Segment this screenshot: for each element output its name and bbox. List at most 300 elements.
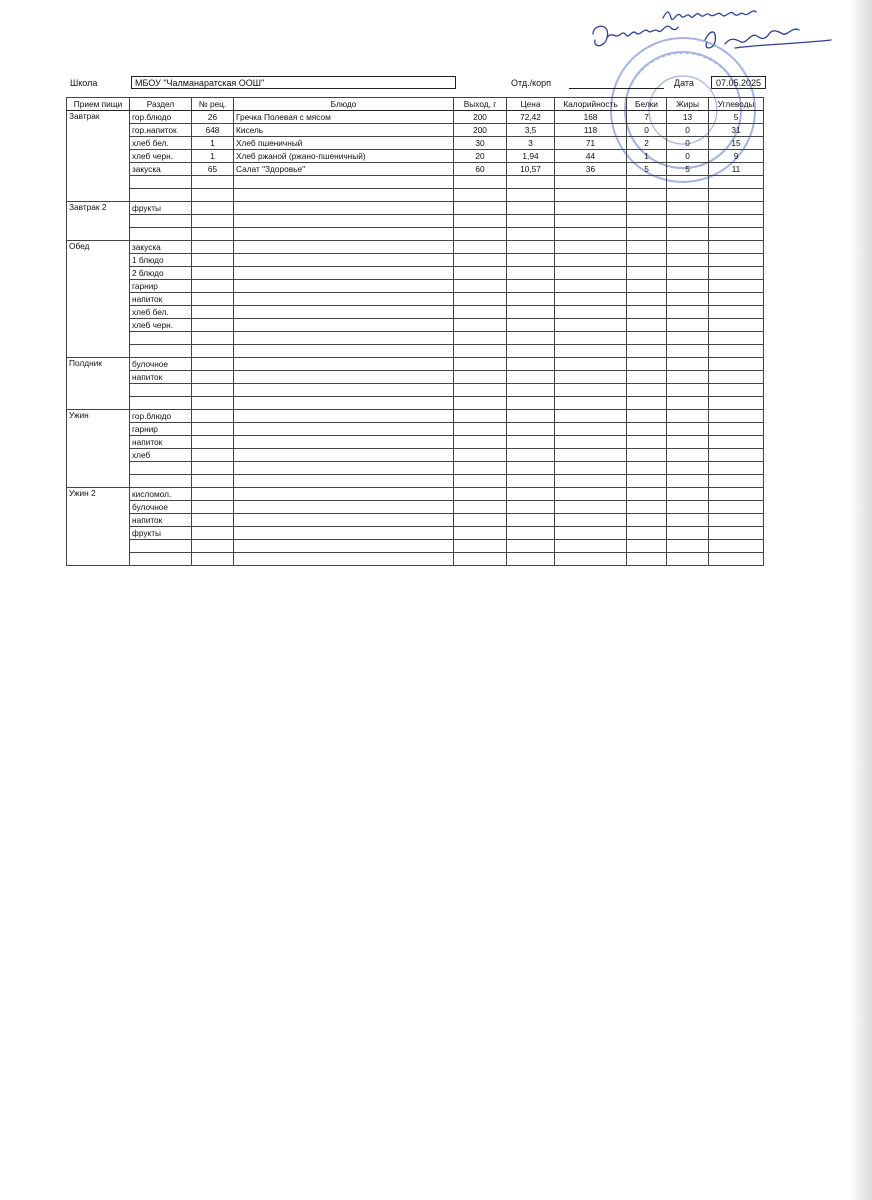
table-cell	[130, 215, 192, 228]
column-header: Раздел	[130, 98, 192, 111]
table-cell	[667, 228, 709, 241]
table-cell	[667, 449, 709, 462]
table-cell	[555, 358, 627, 371]
table-cell	[667, 475, 709, 488]
table-cell	[454, 475, 507, 488]
dept-label: Отд./корп	[511, 78, 551, 88]
table-cell	[555, 488, 627, 501]
table-row	[67, 475, 764, 488]
table-cell	[507, 293, 555, 306]
table-cell	[234, 280, 454, 293]
table-cell	[627, 358, 667, 371]
table-cell	[627, 449, 667, 462]
table-cell	[667, 410, 709, 423]
table-cell: напиток	[130, 514, 192, 527]
table-cell	[667, 293, 709, 306]
column-header: Жиры	[667, 98, 709, 111]
table-cell	[507, 254, 555, 267]
meal-name-cell: Завтрак 2	[67, 202, 130, 241]
table-cell	[234, 514, 454, 527]
table-cell: закуска	[130, 241, 192, 254]
table-cell	[555, 527, 627, 540]
table-cell: 1	[192, 150, 234, 163]
table-cell	[130, 228, 192, 241]
table-cell	[234, 397, 454, 410]
table-cell: закуска	[130, 163, 192, 176]
table-cell	[234, 345, 454, 358]
table-cell	[507, 241, 555, 254]
table-cell: 9	[709, 150, 764, 163]
table-cell	[667, 384, 709, 397]
table-cell	[234, 215, 454, 228]
table-cell	[667, 319, 709, 332]
table-cell	[667, 332, 709, 345]
table-row	[67, 176, 764, 189]
table-cell	[507, 475, 555, 488]
table-cell	[192, 384, 234, 397]
table-cell: фрукты	[130, 202, 192, 215]
table-cell	[507, 540, 555, 553]
table-cell: 65	[192, 163, 234, 176]
table-cell	[555, 345, 627, 358]
table-cell	[192, 436, 234, 449]
table-cell	[555, 254, 627, 267]
table-cell: Салат "Здоровье"	[234, 163, 454, 176]
table-cell: булочное	[130, 358, 192, 371]
table-cell: 0	[627, 124, 667, 137]
table-cell: кисломол.	[130, 488, 192, 501]
table-cell: 3,5	[507, 124, 555, 137]
table-cell	[454, 254, 507, 267]
table-cell	[709, 384, 764, 397]
column-header: Блюдо	[234, 98, 454, 111]
table-header-row	[67, 98, 764, 111]
table-cell	[192, 176, 234, 189]
table-cell	[627, 488, 667, 501]
table-cell	[709, 553, 764, 566]
table-cell	[667, 254, 709, 267]
table-cell	[130, 397, 192, 410]
table-cell	[709, 423, 764, 436]
table-cell: 200	[454, 111, 507, 124]
table-cell	[234, 332, 454, 345]
table-cell	[627, 254, 667, 267]
table-cell	[709, 475, 764, 488]
table-cell: фрукты	[130, 527, 192, 540]
table-cell: гор.блюдо	[130, 111, 192, 124]
table-cell	[454, 345, 507, 358]
table-cell	[192, 280, 234, 293]
table-cell	[454, 215, 507, 228]
table-cell: 15	[709, 137, 764, 150]
table-cell	[454, 423, 507, 436]
table-cell	[667, 514, 709, 527]
table-cell	[555, 306, 627, 319]
table-row	[67, 267, 764, 280]
table-cell: 20	[454, 150, 507, 163]
table-cell	[192, 332, 234, 345]
table-cell	[709, 410, 764, 423]
table-cell: 168	[555, 111, 627, 124]
table-row	[67, 332, 764, 345]
table-cell	[454, 189, 507, 202]
table-row	[67, 241, 764, 254]
table-cell: хлеб черн.	[130, 150, 192, 163]
table-cell	[627, 176, 667, 189]
table-cell	[667, 345, 709, 358]
date-label: Дата	[674, 78, 694, 88]
table-cell	[507, 176, 555, 189]
table-cell	[454, 358, 507, 371]
table-cell	[192, 189, 234, 202]
table-cell	[555, 475, 627, 488]
table-cell	[454, 553, 507, 566]
table-cell	[234, 553, 454, 566]
table-cell	[627, 436, 667, 449]
table-cell	[709, 189, 764, 202]
table-cell	[234, 462, 454, 475]
table-cell	[555, 436, 627, 449]
table-cell: 71	[555, 137, 627, 150]
table-cell	[130, 384, 192, 397]
table-cell	[507, 306, 555, 319]
table-row	[67, 215, 764, 228]
table-cell	[667, 189, 709, 202]
table-cell	[627, 514, 667, 527]
table-cell	[555, 280, 627, 293]
table-cell	[507, 514, 555, 527]
table-cell	[555, 202, 627, 215]
table-cell	[555, 410, 627, 423]
table-cell	[709, 293, 764, 306]
table-cell	[555, 319, 627, 332]
table-cell	[507, 202, 555, 215]
table-cell	[192, 371, 234, 384]
table-cell	[667, 527, 709, 540]
table-cell	[507, 397, 555, 410]
table-cell	[667, 280, 709, 293]
table-cell	[709, 462, 764, 475]
table-row	[67, 488, 764, 501]
table-cell	[555, 397, 627, 410]
table-cell	[555, 189, 627, 202]
table-cell	[507, 423, 555, 436]
table-cell	[454, 280, 507, 293]
table-cell	[130, 553, 192, 566]
table-cell	[507, 332, 555, 345]
table-row	[67, 514, 764, 527]
table-cell	[192, 306, 234, 319]
table-cell	[454, 306, 507, 319]
table-cell	[454, 436, 507, 449]
table-cell: Гречка Полевая с мясом	[234, 111, 454, 124]
table-cell	[234, 410, 454, 423]
date-field: 07.05.2025	[711, 76, 766, 89]
table-cell: гор.блюдо	[130, 410, 192, 423]
table-cell	[192, 241, 234, 254]
column-header: Калорийность	[555, 98, 627, 111]
table-cell	[192, 293, 234, 306]
table-cell: 30	[454, 137, 507, 150]
table-cell	[234, 189, 454, 202]
table-row	[67, 280, 764, 293]
table-cell	[234, 293, 454, 306]
table-cell	[454, 449, 507, 462]
table-cell	[454, 540, 507, 553]
table-cell	[192, 410, 234, 423]
table-cell	[192, 358, 234, 371]
table-cell	[555, 215, 627, 228]
table-cell	[709, 254, 764, 267]
table-cell	[507, 436, 555, 449]
table-cell	[454, 293, 507, 306]
table-cell	[507, 345, 555, 358]
table-cell: хлеб черн.	[130, 319, 192, 332]
table-cell	[234, 436, 454, 449]
table-cell	[667, 176, 709, 189]
table-cell	[709, 540, 764, 553]
meal-name-cell: Завтрак	[67, 111, 130, 202]
table-cell: напиток	[130, 436, 192, 449]
meal-name-cell: Полдник	[67, 358, 130, 410]
table-cell	[555, 553, 627, 566]
table-cell	[709, 332, 764, 345]
table-cell	[234, 241, 454, 254]
table-cell	[555, 176, 627, 189]
table-cell	[627, 371, 667, 384]
table-cell	[192, 423, 234, 436]
table-cell: 44	[555, 150, 627, 163]
table-cell	[454, 488, 507, 501]
table-cell: напиток	[130, 293, 192, 306]
table-cell	[627, 397, 667, 410]
table-cell	[667, 397, 709, 410]
table-cell	[234, 540, 454, 553]
table-cell	[627, 345, 667, 358]
table-cell	[454, 319, 507, 332]
table-cell	[667, 553, 709, 566]
table-row	[67, 358, 764, 371]
table-cell	[234, 475, 454, 488]
table-cell	[709, 228, 764, 241]
table-cell: 1 блюдо	[130, 254, 192, 267]
table-cell	[454, 514, 507, 527]
table-cell: хлеб бел.	[130, 306, 192, 319]
table-row	[67, 423, 764, 436]
table-cell	[667, 215, 709, 228]
table-cell	[192, 514, 234, 527]
table-cell: 1	[627, 150, 667, 163]
table-cell	[192, 345, 234, 358]
table-cell	[507, 280, 555, 293]
table-cell	[130, 176, 192, 189]
table-cell	[627, 553, 667, 566]
table-cell	[192, 228, 234, 241]
table-cell	[627, 228, 667, 241]
table-cell	[709, 319, 764, 332]
table-cell: 0	[667, 150, 709, 163]
table-cell	[454, 332, 507, 345]
table-cell	[192, 475, 234, 488]
table-cell	[454, 462, 507, 475]
table-cell	[234, 449, 454, 462]
table-cell	[454, 527, 507, 540]
table-cell	[507, 553, 555, 566]
table-row	[67, 150, 764, 163]
table-cell	[555, 462, 627, 475]
table-cell	[555, 241, 627, 254]
table-row	[67, 397, 764, 410]
table-cell	[507, 449, 555, 462]
table-cell	[627, 540, 667, 553]
table-cell	[709, 202, 764, 215]
table-cell	[627, 475, 667, 488]
table-cell	[507, 527, 555, 540]
table-cell	[709, 449, 764, 462]
table-cell	[667, 202, 709, 215]
table-cell	[667, 488, 709, 501]
table-cell	[709, 176, 764, 189]
table-cell	[627, 241, 667, 254]
table-cell	[709, 527, 764, 540]
table-cell: 7	[627, 111, 667, 124]
table-row	[67, 189, 764, 202]
table-cell	[130, 332, 192, 345]
table-cell	[130, 540, 192, 553]
table-cell: 11	[709, 163, 764, 176]
table-cell	[555, 423, 627, 436]
table-row	[67, 137, 764, 150]
table-row	[67, 501, 764, 514]
table-cell: 5	[667, 163, 709, 176]
table-cell	[627, 332, 667, 345]
table-row	[67, 163, 764, 176]
table-cell: Хлеб ржаной (ржано-пшеничный)	[234, 150, 454, 163]
table-cell	[709, 267, 764, 280]
table-cell	[709, 371, 764, 384]
column-header: № рец.	[192, 98, 234, 111]
table-cell	[192, 462, 234, 475]
table-row	[67, 254, 764, 267]
table-cell	[667, 267, 709, 280]
table-cell	[555, 228, 627, 241]
table-cell	[507, 319, 555, 332]
table-cell	[234, 267, 454, 280]
table-cell: 118	[555, 124, 627, 137]
table-cell: хлеб бел.	[130, 137, 192, 150]
table-cell: 200	[454, 124, 507, 137]
table-cell	[627, 215, 667, 228]
table-cell	[555, 371, 627, 384]
table-row	[67, 527, 764, 540]
table-cell	[709, 345, 764, 358]
dept-field	[569, 76, 664, 89]
table-cell	[667, 306, 709, 319]
meal-name-cell: Обед	[67, 241, 130, 358]
table-cell	[709, 306, 764, 319]
table-cell	[627, 410, 667, 423]
column-header: Белки	[627, 98, 667, 111]
table-cell	[507, 215, 555, 228]
table-cell	[454, 501, 507, 514]
table-cell: хлеб	[130, 449, 192, 462]
table-cell: 0	[667, 137, 709, 150]
table-cell: 2 блюдо	[130, 267, 192, 280]
table-cell	[192, 397, 234, 410]
column-header: Цена	[507, 98, 555, 111]
column-header: Углеводы	[709, 98, 764, 111]
table-cell	[709, 358, 764, 371]
table-cell	[667, 462, 709, 475]
table-cell: 3	[507, 137, 555, 150]
table-cell: 1	[192, 137, 234, 150]
table-cell	[234, 527, 454, 540]
table-cell: 5	[709, 111, 764, 124]
table-row	[67, 345, 764, 358]
school-label: Школа	[70, 78, 98, 88]
table-cell	[555, 384, 627, 397]
table-cell	[234, 319, 454, 332]
table-row	[67, 462, 764, 475]
table-cell: Хлеб пшеничный	[234, 137, 454, 150]
table-row	[67, 449, 764, 462]
table-cell: Кисель	[234, 124, 454, 137]
table-cell	[192, 215, 234, 228]
table-cell	[555, 332, 627, 345]
table-cell	[667, 423, 709, 436]
table-cell	[234, 423, 454, 436]
table-cell	[192, 527, 234, 540]
table-cell	[192, 267, 234, 280]
table-cell	[192, 553, 234, 566]
table-cell	[192, 254, 234, 267]
table-cell	[709, 488, 764, 501]
table-cell	[627, 527, 667, 540]
table-cell: 72,42	[507, 111, 555, 124]
table-cell: 13	[667, 111, 709, 124]
table-cell	[667, 540, 709, 553]
table-cell: 5	[627, 163, 667, 176]
table-row	[67, 124, 764, 137]
table-cell	[627, 306, 667, 319]
table-row	[67, 319, 764, 332]
table-cell	[234, 306, 454, 319]
table-cell	[192, 202, 234, 215]
table-cell	[667, 241, 709, 254]
table-cell	[507, 501, 555, 514]
table-cell	[627, 501, 667, 514]
table-cell	[454, 267, 507, 280]
table-cell	[627, 462, 667, 475]
table-row	[67, 293, 764, 306]
table-cell	[234, 254, 454, 267]
table-cell	[192, 540, 234, 553]
table-cell	[130, 189, 192, 202]
table-cell	[454, 228, 507, 241]
table-cell: 31	[709, 124, 764, 137]
table-cell: напиток	[130, 371, 192, 384]
table-cell	[234, 371, 454, 384]
table-cell	[454, 371, 507, 384]
table-cell	[454, 384, 507, 397]
table-cell	[555, 267, 627, 280]
table-row	[67, 540, 764, 553]
column-header: Прием пищи	[67, 98, 130, 111]
table-cell	[627, 202, 667, 215]
table-cell	[507, 462, 555, 475]
table-cell	[555, 449, 627, 462]
table-cell: 60	[454, 163, 507, 176]
